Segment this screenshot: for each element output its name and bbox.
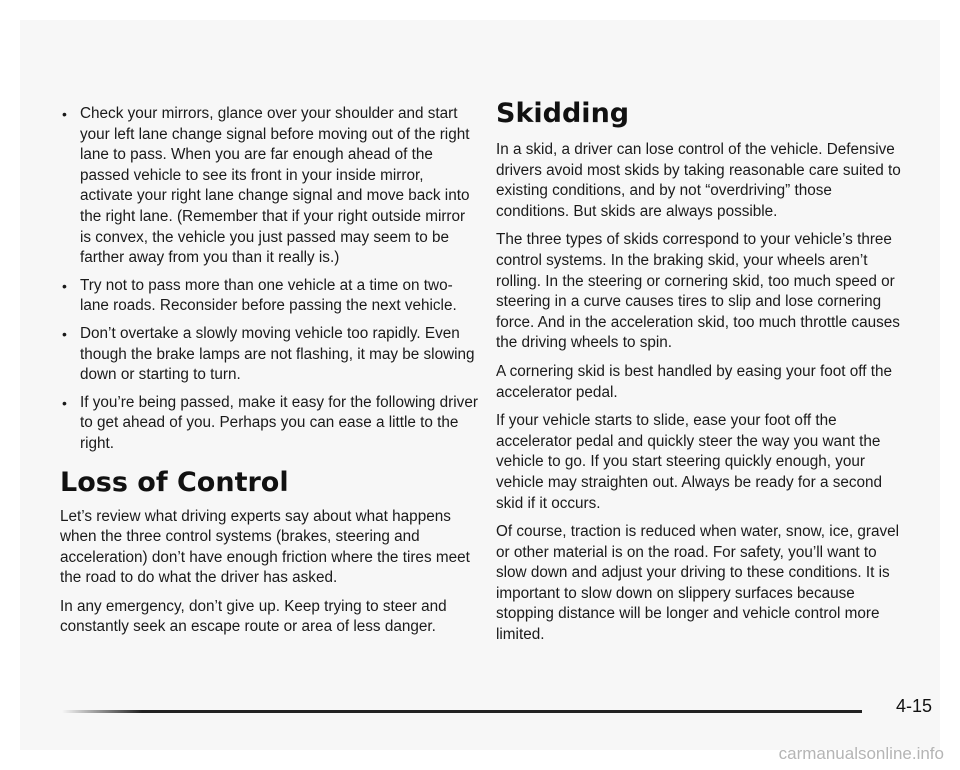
- section-heading-skidding: Skidding: [496, 98, 630, 129]
- list-item: • Don’t overtake a slowly moving vehicle too rapidly. Even though the brake lamps are not flashing, it may be slowing down or starting to turn.: [62, 324, 475, 384]
- bullet-icon: •: [62, 325, 67, 342]
- passing-tips-list: [60, 104, 480, 455]
- page-number: 4-15: [896, 696, 933, 716]
- paragraph: In any emergency, don’t give up. Keep trying to steer and constantly seek an escape route or area of less danger.: [60, 597, 447, 636]
- paragraph: A cornering skid is best handled by easing your foot off the accelerator pedal.: [496, 362, 892, 401]
- paragraph: In a skid, a driver can lose control of the vehicle. Defensive drivers avoid most skids by taking reasonable care suited to existing conditions, and by not “overdriving” those conditions. But skids are always possible.: [496, 141, 901, 220]
- section-heading-loss-of-control: Loss of Control: [60, 466, 289, 498]
- paragraph: Let’s review what driving experts say about what happens when the three control systems (brakes, steering and acceleration) don’t have enough friction where the tires meet the road to do what the driver has asked.: [60, 507, 470, 587]
- left-column: [60, 104, 480, 646]
- paragraph: If your vehicle starts to slide, ease your foot off the accelerator pedal and quickly steer the way you want the vehicle to go. If you start steering quickly enough, your vehicle may straighten out. Always be ready for a second skid if it occurs.: [496, 412, 883, 512]
- paragraph: Of course, traction is reduced when water, snow, ice, gravel or other material is on the road. For safety, you’ll want to slow down and adjust your driving to these conditions. It is important to slow down on slippery surfaces because stopping distance will be longer and vehicle control more limited.: [496, 523, 900, 644]
- bullet-icon: •: [62, 394, 67, 411]
- manual-page: [20, 20, 940, 750]
- bullet-icon: •: [62, 106, 67, 122]
- paragraph: The three types of skids correspond to your vehicle’s three control systems. In the braking skid, your wheels aren’t rolling. In the steering or cornering skid, too much speed or steering in a curve causes tires to slip and lose cornering force. And in the acceleration skid, too much throttle causes the driving wheels to spin.: [496, 231, 900, 352]
- list-item: • Try not to pass more than one vehicle at a time on two-lane roads. Reconsider before passing the next vehicle.: [62, 276, 457, 315]
- watermark: carmanualsonline.info: [778, 744, 944, 763]
- list-item: • If you’re being passed, make it easy for the following driver to get ahead of you. Perhaps you can ease a little to the right.: [62, 393, 478, 452]
- right-column: [496, 98, 904, 654]
- list-item: • Check your mirrors, glance over your shoulder and start your left lane change signal before moving out of the right lane to pass. When you are far enough ahead of the passed vehicle to see its front in your inside mirror, activate your right lane change signal and move back into the right lane. (Remember that if your right outside mirror is convex, the vehicle you just passed may seem to be farther away from you than it really is.): [62, 105, 470, 267]
- footer-divider: [62, 710, 862, 713]
- bullet-icon: •: [62, 277, 67, 294]
